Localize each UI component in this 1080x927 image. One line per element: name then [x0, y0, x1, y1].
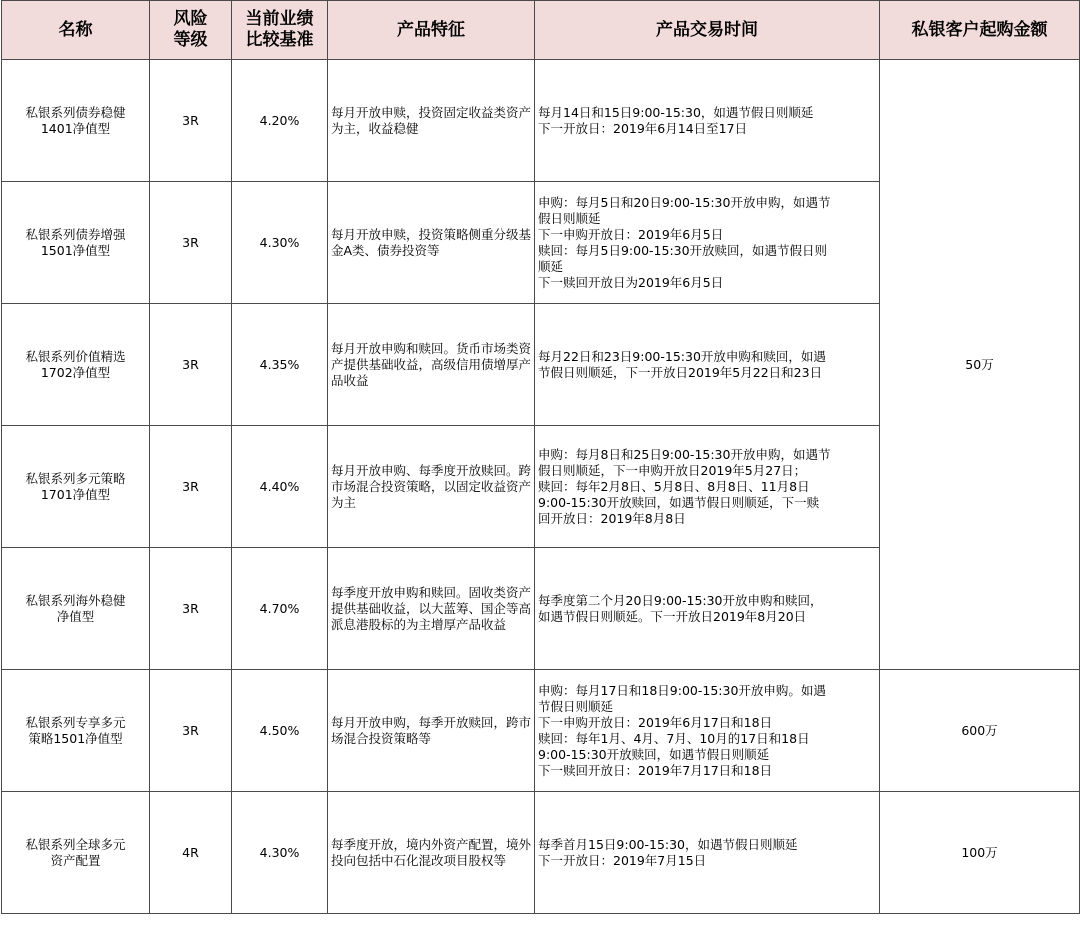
product-name-cell: 私银系列价值精选 1702净值型 [2, 304, 150, 426]
min-amount-cell: 600万 [880, 670, 1080, 792]
product-name-cell: 私银系列全球多元 资产配置 [2, 792, 150, 914]
header-risk: 风险 等级 [150, 1, 232, 60]
risk-level-cell: 3R [150, 304, 232, 426]
trade-time-cell: 每月22日和23日9:00-15:30开放申购和赎回，如遇 节假日则顺延，下一开放日2019年5月22日和23日 [535, 304, 880, 426]
feature-cell: 每季度开放，境内外资产配置，境外投向包括中石化混改项目股权等 [328, 792, 535, 914]
feature-cell: 每月开放申赎，投资固定收益类资产为主，收益稳健 [328, 60, 535, 182]
trade-time-cell: 申购：每月5日和20日9:00-15:30开放申购，如遇节 假日则顺延 下一申购开放日：2019年6月5日 赎回：每月5日9:00-15:30开放赎回，如遇节假日则 顺延 下一赎回开放日为2019年6月5日 [535, 182, 880, 304]
benchmark-rate-cell: 4.30% [232, 792, 328, 914]
products-table [1, 0, 1080, 914]
table-row [2, 60, 1080, 182]
product-name-cell: 私银系列多元策略 1701净值型 [2, 426, 150, 548]
feature-cell: 每季度开放申购和赎回。固收类资产提供基础收益，以大蓝筹、国企等高派息港股标的为主增厚产品收益 [328, 548, 535, 670]
table-row [2, 792, 1080, 914]
trade-time-cell: 申购：每月17日和18日9:00-15:30开放申购。如遇 节假日则顺延 下一申购开放日：2019年6月17日和18日 赎回：每年1月、4月、7月、10月的17日和18日 9:00-15:30开放赎回，如遇节假日则顺延 下一赎回开放日：2019年7月17日和18日 [535, 670, 880, 792]
min-amount-cell: 50万 [880, 60, 1080, 670]
header-name: 名称 [2, 1, 150, 60]
table-row [2, 670, 1080, 792]
feature-cell: 每月开放申购和赎回。货币市场类资产提供基础收益，高级信用债增厚产品收益 [328, 304, 535, 426]
risk-level-cell: 4R [150, 792, 232, 914]
benchmark-rate-cell: 4.50% [232, 670, 328, 792]
min-amount-cell: 100万 [880, 792, 1080, 914]
feature-cell: 每月开放申购、每季度开放赎回。跨市场混合投资策略，以固定收益资产为主 [328, 426, 535, 548]
trade-time-cell: 每月14日和15日9:00-15:30，如遇节假日则顺延 下一开放日：2019年6月14日至17日 [535, 60, 880, 182]
risk-level-cell: 3R [150, 426, 232, 548]
benchmark-rate-cell: 4.40% [232, 426, 328, 548]
risk-level-cell: 3R [150, 670, 232, 792]
header-min-amount: 私银客户起购金额 [880, 1, 1080, 60]
header-trade-time: 产品交易时间 [535, 1, 880, 60]
benchmark-rate-cell: 4.35% [232, 304, 328, 426]
risk-level-cell: 3R [150, 182, 232, 304]
benchmark-rate-cell: 4.70% [232, 548, 328, 670]
feature-cell: 每月开放申赎，投资策略侧重分级基金A类、债券投资等 [328, 182, 535, 304]
header-benchmark: 当前业绩 比较基准 [232, 1, 328, 60]
feature-cell: 每月开放申购，每季开放赎回，跨市场混合投资策略等 [328, 670, 535, 792]
benchmark-rate-cell: 4.30% [232, 182, 328, 304]
product-name-cell: 私银系列专享多元 策略1501净值型 [2, 670, 150, 792]
header-row [2, 1, 1080, 60]
product-name-cell: 私银系列债券稳健 1401净值型 [2, 60, 150, 182]
trade-time-cell: 每季首月15日9:00-15:30，如遇节假日则顺延 下一开放日：2019年7月15日 [535, 792, 880, 914]
trade-time-cell: 每季度第二个月20日9:00-15:30开放申购和赎回， 如遇节假日则顺延。下一开放日2019年8月20日 [535, 548, 880, 670]
product-name-cell: 私银系列债券增强 1501净值型 [2, 182, 150, 304]
trade-time-cell: 申购：每月8日和25日9:00-15:30开放申购，如遇节 假日则顺延，下一申购开放日2019年5月27日； 赎回：每年2月8日、5月8日、8月8日、11月8日 9:00-15:30开放赎回，如遇节假日则顺延，下一赎 回开放日：2019年8月8日 [535, 426, 880, 548]
header-feature: 产品特征 [328, 1, 535, 60]
risk-level-cell: 3R [150, 548, 232, 670]
benchmark-rate-cell: 4.20% [232, 60, 328, 182]
risk-level-cell: 3R [150, 60, 232, 182]
product-name-cell: 私银系列海外稳健 净值型 [2, 548, 150, 670]
